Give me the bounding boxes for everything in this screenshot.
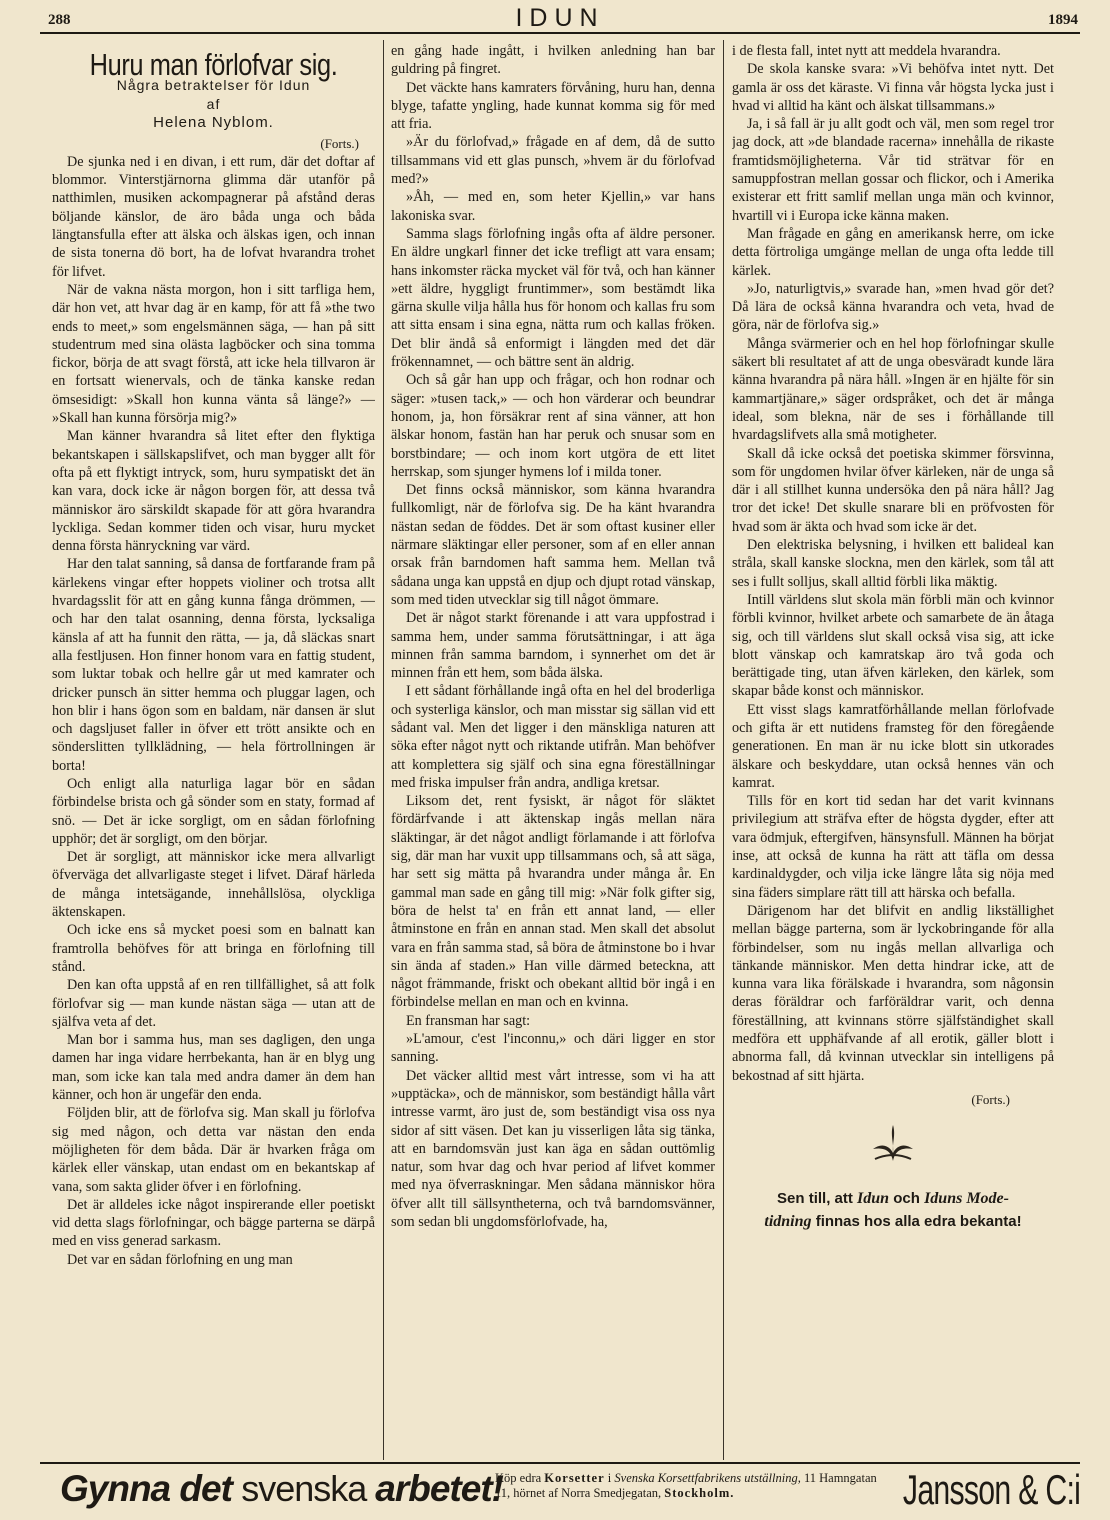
column-divider: [383, 40, 384, 1460]
paragraph: en gång hade ingått, i hvilken anledning han bar guldring på fingret.: [391, 43, 715, 78]
paragraph: Man frågade en gång en amerikansk herre, om icke detta förtroliga umgänge mellan de unga ofta ledde till kärlek.: [732, 225, 1054, 279]
paragraph: Och enligt alla naturliga lagar bör en sådan förbindelse brista och gå sönder som en staty, formad af snö. — Det är icke sorgligt, om en sådan förlofning upphör; det är sorgligt, om den börjar.: [52, 775, 375, 847]
masthead: IDUN: [515, 4, 605, 32]
paragraph: Skall då icke också det poetiska skimmer försvinna, som för ungdomen hvilar öfver kärleken, när de unga så där i all stillhet kunna undersöka den på nära håll? Jag tror det icke! Det skulle snarare bli en pröfvosten för hvad som är äkta och hvad som icke är det.: [732, 445, 1054, 535]
column-3: [732, 42, 1054, 1460]
paragraph: De skola kanske svara: »Vi behöfva intet nytt. Det gamla är oss det käraste. Vi finna vår högsta lycka just i hvad vi alltid ha känt och älskat tillsammans.»: [732, 61, 1054, 114]
paragraph: Det är sorgligt, att människor icke mera allvarligt öfverväga det allvarligaste steget i lifvet. Däraf härleda de många intetsägande, innehållslösa, olyckliga äktenskapen.: [52, 849, 375, 921]
page-number: 288: [48, 12, 71, 28]
paragraph: Intill världens slut skola män förbli män och kvinnor förbli kvinnor, hvilket arbete och samarbete de än åtaga sig, och till världens slut skall också visa sig, att icke blott vänskap och kamratskap äro två goda och berättigade ting, utan äfven kärleken, den kärlek, som skapar både konst och människor.: [732, 591, 1054, 700]
paragraph: Därigenom har det blifvit en andlig likställighet mellan bägge parterna, som är lyckobringande för alla förbindelser, som nu ingås mellan allvarliga och tänkande människor. Men detta hindrar icke, att de kunna vara lika förälskade i hvarandra, som någonsin deras föräldrar och farföräldrar varit, och denna föreställning, att kvinnans större själfständighet skall medföra ett upphäfvande af all erotik, gäller blott i abnorma fall, då kvinnan utvecklar sin intelligens på bekostnad af sitt hjärta.: [732, 902, 1054, 1084]
article-title: Huru man förlofvar sig.: [89, 47, 338, 82]
paragraph: Den kan ofta uppstå af en ren tillfällighet, så att folk förlofvar sig — man kunde nästan säga — utan att de själfva veta af det.: [52, 977, 375, 1030]
byline-af: af: [206, 96, 221, 113]
column-2: [391, 42, 715, 1460]
paragraph: Tills för en kort tid sedan har det varit kvinnans privilegium att sträfva efter de högsta dygder, efter att vara ödmjuk, eftergifven, hänsynsfull. Männen ha börjat inse, att också de kunna ha rätt att täfla om dessa kardinaldygder, och vilja icke längre låta sig nöja med sina fäders simplare rätt till att härska och befalla.: [732, 793, 1054, 901]
paragraph: Liksom det, rent fysiskt, är något för släktet fördärfvande i att äktenskap ingås mellan nära släktingar, är det något andligt förlamande i att förlofva sig, där man har vuxit upp tillsammans och, så att säga, har sett sig mätta på hvarandra under många år. En gammal man sade en gång till mig: »När folk gifter sig, böra de helst ta' en från ett annat land, — eller åtminstone en från en annan stad. Men skall det absolut vara en från samma stad, så böra de åtminstone bo i hvar sin ända af staden.» Han ville därmed beteckna, att något främmande, friskt och obekant alltid bör ingå i en förbindelse mellan en man och en kvinna.: [391, 793, 715, 1011]
paragraph: Det är alldeles icke något inspirerande eller poetiskt vid detta slags förlofningar, och bägge parterna se därpå med en viss generad sarkasm.: [52, 1196, 375, 1250]
subscription-notice: Sen till, att Idun och Iduns Mode- tidning finnas hos alla edra bekanta!: [764, 1189, 1022, 1230]
column-divider: [723, 40, 724, 1460]
paragraph: Den elektriska belysning, i hvilken ett balideal kan stråla, skall kanske slockna, men den kärlek, som tål att ses i fullt solljus, skall alltid förbli lika mäktig.: [732, 537, 1054, 590]
paragraph: Och så går han upp och frågar, och hon rodnar och säger: »tusen tack,» — och hon värderar och beundrar honom, ja, hon försäkrar rent af sina vänner, att hon älskar honom, fastän han har peruk och snusar som en borstbindare; — och inom kort utgöra de ett litet herrskap, som sjunger hymens lof i milda toner.: [391, 372, 715, 480]
ad-slogan: Gynna det svenska arbetet!: [60, 1468, 503, 1509]
paragraph: Det väckte hans kamraters förvåning, huru han, denna blyge, tafatte yngling, hade kunnat komma sig för med att fria.: [391, 79, 715, 133]
paragraph: i de flesta fall, intet nytt att meddela hvarandra.: [732, 43, 1001, 59]
paragraph: I ett sådant förhållande ingå ofta en hel del broderliga och systerliga känslor, och man misstar sig sällan vid ett sådant val. Men det ligger i den mänskliga naturen att söka efter något nytt och riktande utifrån. Man behöfver att komplettera sig själf och sina egna föreställningar med friska impulser från andra, andliga kretsar.: [391, 683, 715, 791]
column-1: [52, 42, 375, 1460]
continued-note: (Forts.): [320, 135, 359, 151]
paragraph: Ett visst slags kamratförhållande mellan förlofvade och gifta är ett nutidens framsteg för den föregående generationen. En man är nu icke blott sin utkorades älskare och beskyddare, utan också hennes vän och kamrat.: [732, 701, 1054, 791]
paragraph: Har den talat sanning, så dansa de fortfarande fram på kärlekens vingar efter hoppets violiner och trotsa allt hvardagsslit för att en gång kunna fånga drömmen, — och har den talat osanning, denna första, lycksaliga känsla af att ha funnit den rätta, — ja, då släckas snart alla festljusen. Hon finner honom vara en fattig student, som luktar tobak och hellre går ut med kamrater och dricker punsch än sitter hemma och pluggar lagen, och hon blir i hans ögon som en baldam, när dansen är slut och dagsljuset faller in öfver ett trött ansikte och en sönderslitten tyllklädning, — hela förtrollningen är borta!: [52, 556, 375, 774]
article-author: Helena Nyblom.: [153, 114, 274, 132]
paragraph: Man känner hvarandra så litet efter den flyktiga bekantskapen i sällskapslifvet, och man bygger allt för ofta på ett flyktigt intryck, som, huru sympatiskt det än kan vara, dock icke är någon borgen för, att dessa två människor äro särskildt skapade för att göra hvarandra lyckliga. Sedan kommer tiden och visar, huru mycket denna första hänryckning var värd.: [52, 428, 375, 555]
paragraph: Det var en sådan förlofning en ung man: [67, 1251, 293, 1268]
paragraph: Man bor i samma hus, man ses dagligen, den unga damen har inga vidare herrbekanta, han är en blyg ung man, som icke kan tala med andra damer än dem han känner, och hon är ungefär den enda.: [52, 1032, 375, 1104]
paragraph: Det finns också människor, som känna hvarandra fullkomligt, när de förlofva sig. De ha känt hvarandra nästan sedan de föddes. Det är som oftast kusiner eller närmare släktingar eller personer, som af en eller annan orsak från barndomen haft samma hem. Mellan två sådana unga kan uppstå en djup och djupt rotad vänskap, som med tiden utvecklar sig till något ömmare.: [391, 482, 715, 608]
paragraph: Samma slags förlofning ingås ofta af äldre personer. En äldre ungkarl finner det icke trefligt att vara ensam; hans inkomster räcka mycket väl för två, och han känner »ett äldre, hyggligt fruntimmer», som bestämdt lika gärna skulle vilja hålla hus för honom och kallas fru som att sitta ensam i sina egna, nätta rum och kallas fröken. Det blir ändå så enformigt i längden med det där frökennamnet, — och bättre sent än aldrig.: [391, 225, 715, 371]
ad-brand: Jansson & C:i: [902, 1466, 1080, 1513]
paragraph: »L'amour, c'est l'inconnu,» och däri ligger en stor sanning.: [391, 1031, 715, 1066]
page-header: [40, 6, 1080, 34]
paragraph: Det väcker alltid mest vårt intresse, som vi ha att »upptäcka», och de människor, som beständigt hålla vårt intresse varmt, äro just de, som beständigt visa oss nya sidor af sitt väsen. Det kan ju visserligen låta sig tänka, att en barndomsvän just kan äga en sådan outtömlig natur, som hvar dag och hvar period af lifvet kommer med nya öfverraskningar. Men sådana människor höra öfver allt till sällsyntheterna, och två barndomsvänner, som sedan bli ungdomsförlofvade, ha,: [391, 1067, 715, 1230]
paragraph: Ja, i så fall är ju allt godt och väl, men som regel tror jag dock, att »de blandade racerna» innehålla de rikaste framtidsmöjligheterna. Vår tid strätvar för en samuppfostran mellan gossar och flickor, och i Amerika existerar ett fritt samlif mellan unga män och kvinnor, hvartill vi i Europa icke känna maken.: [732, 116, 1054, 224]
paragraph: En fransman har sagt:: [406, 1012, 531, 1029]
paragraph: Många svärmerier och en hel hop förlofningar skulle säkert bli resultatet af att de unga obesväradt kunde lära känna hvarandra på nära håll. »Ingen är en hjälte för sin kammartjänare,» säger ordspråket, och det är många ideal, som blekna, när de ses i förhållande till hvardagslifvets alla små motigheter.: [732, 335, 1054, 444]
paragraph: När de vakna nästa morgon, hon i sitt tarfliga hem, där hon vet, att hvar dag är en kamp, för att få »the two ends to meet,» som engelsmännen säga, — han på sitt studentrum med sina olästa lagböcker och sina tomma fickor, börja de att svagt förstå, att icke hela tillvaron är en fortsatt wienervals, och de tänka kanske redan ömsesidigt: »Skall hon kunna vänta så länge?» — »Skall han kunna försörja mig?»: [52, 281, 375, 427]
to-be-continued-note: (Forts.): [971, 1091, 1010, 1107]
ornament-icon: [732, 1121, 1054, 1172]
paragraph: »Jo, naturligtvis,» svarade han, »men hvad gör det? Då lära de också känna hvarandra och veta, hvad de göra, när de förlofva sig.»: [732, 280, 1054, 334]
paragraph: Och icke ens så mycket poesi som en balnatt kan framtrolla behöfves för att bringa en förlofning till stånd.: [52, 922, 375, 975]
paragraph: Det är något starkt förenande i att vara uppfostrad i samma hem, under samma förutsättningar, i att äga minnen från samma barndom, i synnerhet om det är minnen från ett hem, som båda älska.: [391, 610, 715, 682]
paragraph: Följden blir, att de förlofva sig. Man skall ju förlofva sig med någon, och detta var nästan den enda möjligheten för dem båda. Där är hvarken fråga om kärlek eller vänskap, utan endast om en bekantskap af vana, som sakta glider öfver i en förlofning.: [52, 1105, 375, 1195]
advertisement: [40, 1462, 1080, 1520]
paragraph: De sjunka ned i en divan, i ett rum, där det doftar af blommor. Vinterstjärnorna glimma där utanför på natthimlen, musiken ackompagnerar på afstånd deras böljande känslor, de äro båda unga och båda längtansfulla efter att älska och älskas igen, och innan de sista tonerna dö bort, ha de lofvat hvarandra trohet för lifvet.: [52, 153, 375, 280]
year: 1894: [1048, 12, 1078, 28]
paragraph: »Är du förlofvad,» frågade en af dem, då de sutto tillsammans vid ett glas punsch, »hvem är du förlofvad med?»: [391, 134, 715, 188]
ad-text: Köp edra Korsetter i Svenska Korsettfabrikens utställning, 11 Hamngatan 11, hörnet af Norra Smedjegatan, Stockholm.: [495, 1471, 877, 1500]
article-subtitle: Några betraktelser för Idun: [116, 77, 311, 94]
paragraph: »Åh, — med en, som heter Kjellin,» var hans lakoniska svar.: [391, 189, 715, 224]
